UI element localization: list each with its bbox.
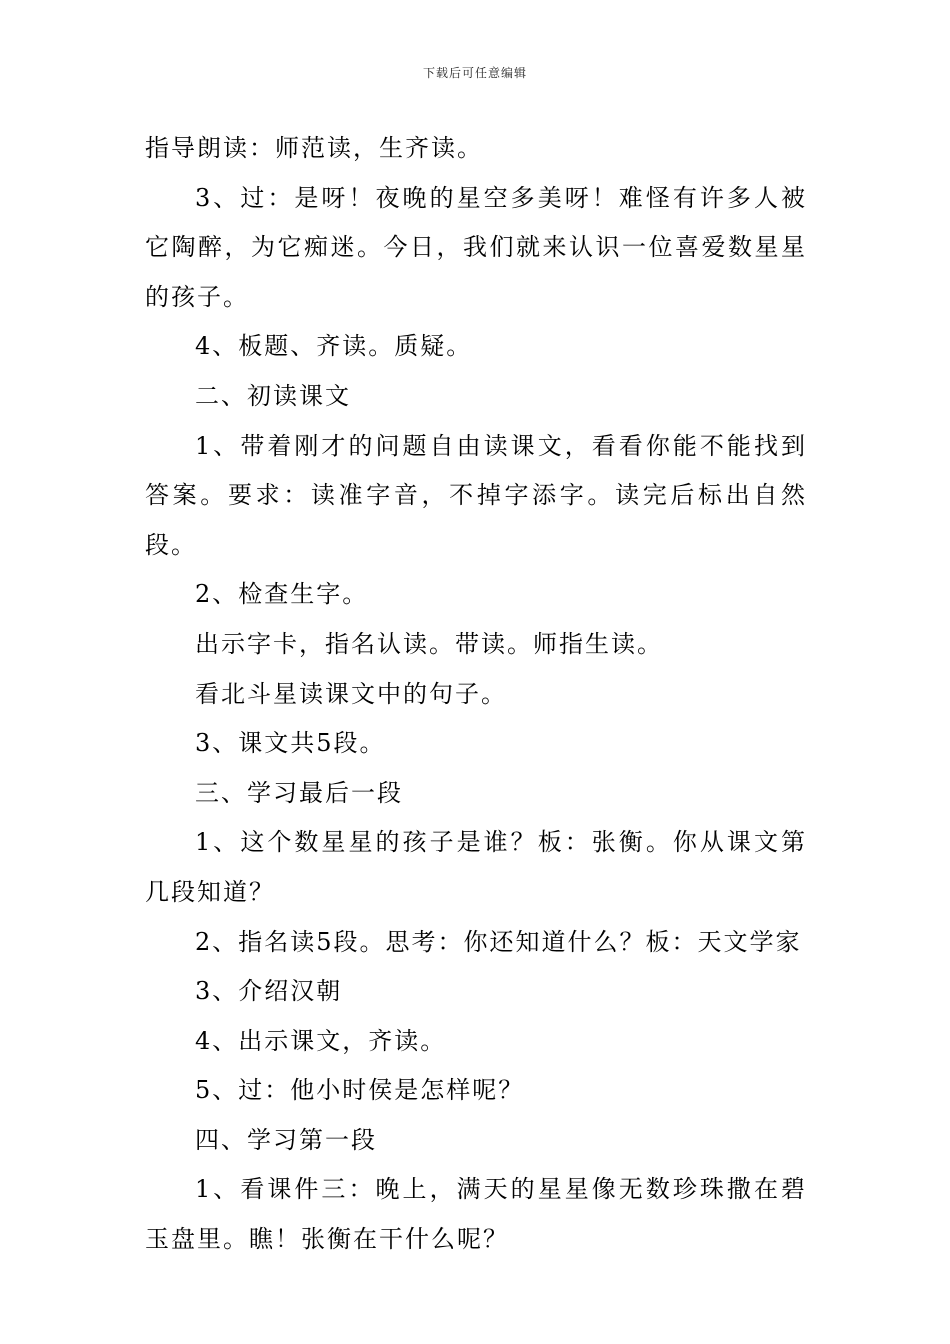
paragraph: 4、板题、齐读。质疑。 <box>195 332 473 361</box>
paragraph: 1、带着刚才的问题自由读课文，看看你能不能找到答案。要求：读准字音，不掉字添字。读完后标出自然段。 <box>145 431 807 559</box>
document-body <box>145 124 807 1265</box>
paragraph: 3、介绍汉朝 <box>195 977 343 1006</box>
section-heading: 二、初读课文 <box>195 381 351 410</box>
page-header: 下载后可任意编辑 <box>422 66 527 80</box>
paragraph: 2、指名读5段。思考：你还知道什么？板：天文学家 <box>195 927 802 956</box>
paragraph: 5、过：他小时侯是怎样呢？ <box>195 1076 525 1105</box>
paragraph: 4、出示课文，齐读。 <box>195 1026 447 1055</box>
paragraph: 3、过：是呀！夜晚的星空多美呀！难怪有许多人被它陶醉，为它痴迷。今日，我们就来认识一位喜爱数星星的孩子。 <box>145 183 807 311</box>
paragraph: 看北斗星读课文中的句子。 <box>195 679 507 708</box>
paragraph: 出示字卡，指名认读。带读。师指生读。 <box>195 629 663 658</box>
paragraph: 1、这个数星星的孩子是谁？板：张衡。你从课文第几段知道？ <box>145 828 807 906</box>
paragraph: 3、课文共5段。 <box>195 729 386 758</box>
paragraph: 指导朗读：师范读，生齐读。 <box>145 134 483 162</box>
paragraph: 1、看课件三：晚上，满天的星星像无数珍珠撒在碧玉盘里。瞧！张衡在干什么呢？ <box>145 1175 807 1254</box>
paragraph: 2、检查生字。 <box>195 580 369 609</box>
section-heading: 三、学习最后一段 <box>195 778 403 807</box>
section-heading: 四、学习第一段 <box>195 1125 377 1154</box>
